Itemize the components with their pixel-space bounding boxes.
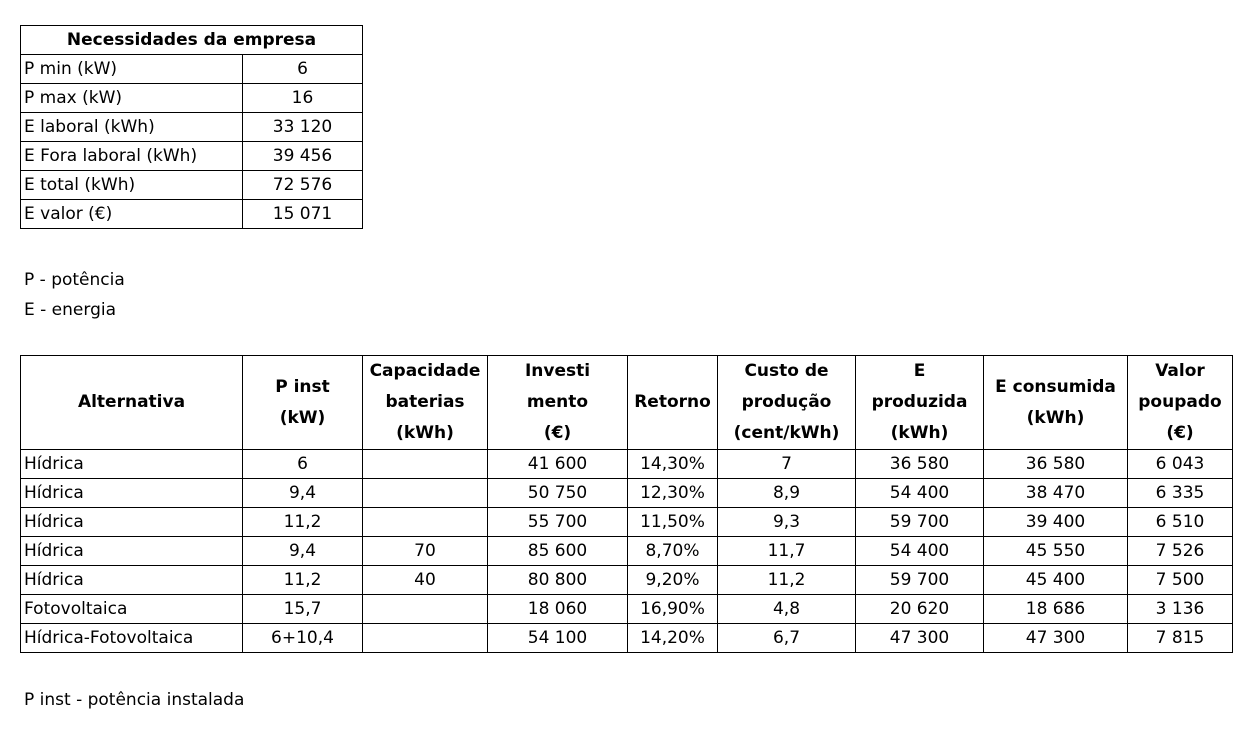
column-header-line: mento bbox=[526, 392, 589, 412]
table-cell: 16,90% bbox=[628, 595, 718, 624]
table-cell: 54 100 bbox=[488, 624, 628, 653]
table-cell: 9,4 bbox=[243, 479, 363, 508]
table-cell: 36 580 bbox=[856, 450, 984, 479]
needs-value: 72 576 bbox=[243, 171, 363, 200]
table-cell: 9,20% bbox=[628, 566, 718, 595]
column-header-line: (kWh) bbox=[1026, 407, 1085, 428]
table-cell: 11,7 bbox=[718, 537, 856, 566]
needs-value: 15 071 bbox=[243, 200, 363, 229]
needs-title: Necessidades da empresa bbox=[21, 26, 363, 55]
table-cell: 6 bbox=[243, 450, 363, 479]
table-cell: 54 400 bbox=[856, 479, 984, 508]
table-cell: 4,8 bbox=[718, 595, 856, 624]
needs-label: E laboral (kWh) bbox=[21, 113, 243, 142]
table-cell: Hídrica bbox=[21, 450, 243, 479]
table-row bbox=[21, 479, 1233, 508]
table-cell: 20 620 bbox=[856, 595, 984, 624]
column-header-line: (cent/kWh) bbox=[733, 423, 840, 443]
alternatives-body bbox=[21, 450, 1233, 653]
column-header-line: (kWh) bbox=[396, 423, 454, 443]
table-cell: 54 400 bbox=[856, 537, 984, 566]
needs-row bbox=[21, 171, 363, 200]
table-cell: 11,2 bbox=[243, 508, 363, 537]
needs-value: 16 bbox=[243, 84, 363, 113]
table-cell: 8,70% bbox=[628, 537, 718, 566]
column-header-line: E bbox=[913, 361, 926, 381]
needs-row bbox=[21, 113, 363, 142]
table-cell: Fotovoltaica bbox=[21, 595, 243, 624]
table-cell: 6 510 bbox=[1128, 508, 1233, 537]
column-header bbox=[488, 356, 628, 450]
table-cell: 6 043 bbox=[1128, 450, 1233, 479]
column-header-line: E consumida bbox=[995, 376, 1116, 397]
table-cell: 38 470 bbox=[984, 479, 1128, 508]
column-header bbox=[984, 356, 1128, 450]
table-cell: Hídrica bbox=[21, 537, 243, 566]
needs-label: P max (kW) bbox=[21, 84, 243, 113]
table-row bbox=[21, 624, 1233, 653]
table-cell: 11,50% bbox=[628, 508, 718, 537]
column-header-line: Alternativa bbox=[77, 392, 186, 412]
table-row bbox=[21, 595, 1233, 624]
table-cell: 47 300 bbox=[856, 624, 984, 653]
table-cell: 45 550 bbox=[984, 537, 1128, 566]
column-header bbox=[21, 356, 243, 450]
column-header-line: Capacidade bbox=[369, 361, 481, 381]
note-energia: E - energia bbox=[24, 300, 116, 320]
table-cell: 6,7 bbox=[718, 624, 856, 653]
table-row bbox=[21, 537, 1233, 566]
table-cell: 59 700 bbox=[856, 508, 984, 537]
needs-value: 39 456 bbox=[243, 142, 363, 171]
table-cell: 45 400 bbox=[984, 566, 1128, 595]
table-cell: Hídrica bbox=[21, 508, 243, 537]
needs-row bbox=[21, 200, 363, 229]
table-cell: 50 750 bbox=[488, 479, 628, 508]
table-cell: 59 700 bbox=[856, 566, 984, 595]
table-cell: 39 400 bbox=[984, 508, 1128, 537]
table-cell: 80 800 bbox=[488, 566, 628, 595]
table-cell: 9,3 bbox=[718, 508, 856, 537]
note-potencia-instalada: P inst - potência instalada bbox=[24, 690, 245, 710]
table-cell: 3 136 bbox=[1128, 595, 1233, 624]
column-header-line: (kWh) bbox=[890, 423, 949, 443]
needs-value: 6 bbox=[243, 55, 363, 84]
table-cell: 11,2 bbox=[718, 566, 856, 595]
column-header-line: produzida bbox=[871, 392, 968, 412]
needs-title-row bbox=[21, 26, 363, 55]
table-cell: 7 815 bbox=[1128, 624, 1233, 653]
column-header-line: Investi bbox=[524, 361, 591, 381]
table-cell: 41 600 bbox=[488, 450, 628, 479]
table-cell: Hídrica-Fotovoltaica bbox=[21, 624, 243, 653]
column-header-line: Custo de bbox=[744, 361, 829, 381]
needs-label: P min (kW) bbox=[21, 55, 243, 84]
column-header-line: (€) bbox=[543, 423, 572, 443]
table-cell: 70 bbox=[363, 537, 488, 566]
table-cell: 8,9 bbox=[718, 479, 856, 508]
table-cell: Hídrica bbox=[21, 566, 243, 595]
table-cell: 12,30% bbox=[628, 479, 718, 508]
table-cell: 40 bbox=[363, 566, 488, 595]
column-header-line: baterias bbox=[385, 392, 465, 412]
column-header-line: (€) bbox=[1166, 423, 1194, 443]
needs-value: 33 120 bbox=[243, 113, 363, 142]
table-cell: 9,4 bbox=[243, 537, 363, 566]
column-header bbox=[363, 356, 488, 450]
needs-row bbox=[21, 84, 363, 113]
table-cell: 36 580 bbox=[984, 450, 1128, 479]
table-cell bbox=[363, 479, 488, 508]
column-header bbox=[243, 356, 363, 450]
table-cell: 55 700 bbox=[488, 508, 628, 537]
table-cell: 6 335 bbox=[1128, 479, 1233, 508]
column-header-line: P inst bbox=[275, 376, 330, 397]
note-potencia: P - potência bbox=[24, 270, 125, 290]
column-header-line: produção bbox=[741, 392, 832, 412]
table-cell: 18 686 bbox=[984, 595, 1128, 624]
column-header-line: poupado bbox=[1138, 392, 1222, 412]
needs-label: E Fora laboral (kWh) bbox=[21, 142, 243, 171]
table-row bbox=[21, 450, 1233, 479]
table-row bbox=[21, 508, 1233, 537]
alternatives-header-row bbox=[21, 356, 1233, 450]
column-header bbox=[856, 356, 984, 450]
table-cell: 7 526 bbox=[1128, 537, 1233, 566]
needs-label: E valor (€) bbox=[21, 200, 243, 229]
needs-row bbox=[21, 55, 363, 84]
table-row bbox=[21, 566, 1233, 595]
column-header bbox=[718, 356, 856, 450]
column-header-line: (kW) bbox=[279, 407, 326, 428]
column-header bbox=[1128, 356, 1233, 450]
table-cell: 11,2 bbox=[243, 566, 363, 595]
alternatives-table bbox=[20, 355, 1233, 653]
needs-row bbox=[21, 142, 363, 171]
table-cell bbox=[363, 595, 488, 624]
needs-table bbox=[20, 25, 363, 229]
column-header-line: Retorno bbox=[634, 392, 711, 412]
table-cell bbox=[363, 508, 488, 537]
table-cell: 14,30% bbox=[628, 450, 718, 479]
column-header-line: Valor bbox=[1155, 361, 1205, 381]
table-cell: 47 300 bbox=[984, 624, 1128, 653]
table-cell: 6+10,4 bbox=[243, 624, 363, 653]
needs-label: E total (kWh) bbox=[21, 171, 243, 200]
column-header bbox=[628, 356, 718, 450]
table-cell: 14,20% bbox=[628, 624, 718, 653]
table-cell bbox=[363, 624, 488, 653]
table-cell: 7 500 bbox=[1128, 566, 1233, 595]
table-cell: 15,7 bbox=[243, 595, 363, 624]
table-cell: Hídrica bbox=[21, 479, 243, 508]
table-cell: 7 bbox=[718, 450, 856, 479]
table-cell bbox=[363, 450, 488, 479]
table-cell: 18 060 bbox=[488, 595, 628, 624]
table-cell: 85 600 bbox=[488, 537, 628, 566]
